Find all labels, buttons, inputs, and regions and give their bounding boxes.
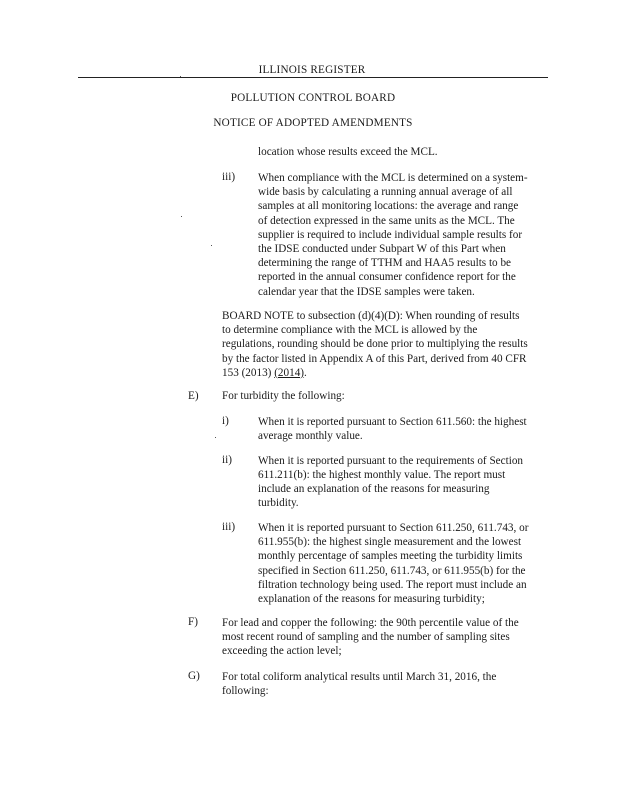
item-e-iii-label: iii) [222,521,236,533]
item-g-label: G) [188,670,200,682]
board-note-line: regulations, rounding should be done prior to multiplying the results [222,338,528,351]
board-note-last-line [222,366,528,380]
item-e-i-text [258,415,527,443]
item-e-i-label: i) [222,415,229,427]
item-e-iii-line: filtration technology being used. The report must include an [258,578,527,591]
item-e-iii-text [258,521,528,606]
item-e-iii-line: 611.955(b): the highest single measurement and the lowest [258,536,522,549]
item-iii-top-line: samples at all monitoring locations: the average and range [258,200,519,213]
item-e-ii-line: 611.211(b): the highest monthly value. The report must [258,469,506,481]
item-iii-top-line: calendar year that the IDSE samples were taken. [258,285,475,298]
item-iii-top-line: of detection expressed in the same units as the MCL. The [258,214,515,227]
item-e-ii-line: turbidity. [258,497,299,509]
citation-suffix: . [304,366,307,379]
item-iii-top-text [258,171,528,299]
item-f-line: most recent round of sampling and the number of sampling sites [222,631,510,643]
item-iii-top-label: iii) [222,171,236,183]
citation-old-year: (2013) [241,366,272,379]
scan-speck [181,216,182,217]
item-f-line: exceeding the action level; [222,645,342,657]
item-iii-top-line: supplier is required to include individual sample results for [258,228,523,241]
item-e-ii-line: include an explanation of the reasons for measuring [258,483,490,495]
item-f-line: For lead and copper the following: the 90th percentile value of the [222,617,519,629]
item-g-text [222,670,496,698]
item-e-text: For turbidity the following: [222,390,345,402]
item-e-iii-line: explanation of the reasons for measuring turbidity; [258,593,485,606]
item-e-ii-line: When it is reported pursuant to the requirements of Section [258,455,524,467]
item-g-line: For total coliform analytical results until March 31, 2016, the [222,671,497,683]
scan-speck [211,245,212,246]
register-title: ILLINOIS REGISTER [258,64,366,76]
board-note-line: to determine compliance with the MCL is allowed by the [222,324,478,337]
scan-speck [215,437,216,438]
item-iii-top-line: the IDSE conducted under Subpart W of this Part when [258,243,506,256]
board-title: POLLUTION CONTROL BOARD [230,92,396,104]
item-e-i-line: When it is reported pursuant to Section 611.560: the highest [258,416,527,428]
item-e-label: E) [188,390,199,402]
item-iii-top-line: reported in the annual consumer confidence report for the [258,271,516,284]
header-rule [78,77,548,78]
item-e-ii-label: ii) [222,454,232,466]
continuation-text: location whose results exceed the MCL. [258,146,438,158]
citation-prefix: 153 [222,366,242,379]
item-e-iii-line: specified in Section 611.250, 611.743, or 611.955(b) for the [258,564,526,577]
notice-title: NOTICE OF ADOPTED AMENDMENTS [213,117,413,129]
item-e-ii-text [258,454,523,510]
item-iii-top-line: When compliance with the MCL is determined on a system- [258,172,528,184]
item-f-text [222,616,519,658]
item-e-i-line: average monthly value. [258,430,363,442]
board-note [222,309,528,380]
item-e-iii-line: When it is reported pursuant to Section 611.250, 611.743, or [258,522,529,534]
item-g-line: following: [222,685,269,697]
item-f-label: F) [188,616,198,628]
item-iii-top-line: determining the range of TTHM and HAA5 results to be [258,257,512,270]
citation-new-year: (2014) [274,366,305,379]
scan-speck [180,76,181,77]
board-note-line: BOARD NOTE to subsection (d)(4)(D): When rounding of results [222,310,520,322]
item-e-iii-line: monthly percentage of samples meeting the turbidity limits [258,550,523,563]
item-iii-top-line: wide basis by calculating a running annual average of all [258,186,513,199]
board-note-line: by the factor listed in Appendix A of this Part, derived from 40 CFR [222,352,527,365]
